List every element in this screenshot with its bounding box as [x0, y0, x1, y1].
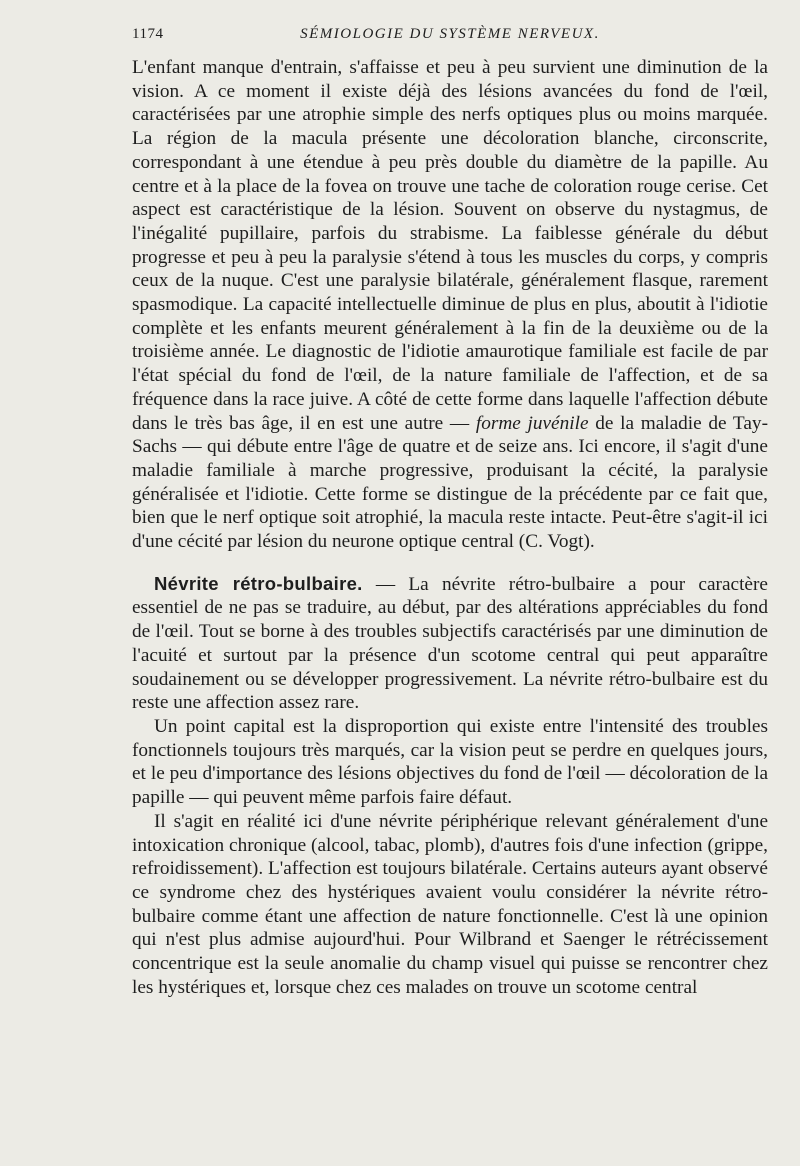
paragraph-disproportion: Un point capital est la disproportion qui existe entre l'intensité des troubles fonctionnels toujours très marqués, car la vision peut se perdre en quelques jours, et le peu d'importance des lésions objectives du fond de l'œil — décoloration de la papille — qui peuvent même parfois faire défaut. [132, 715, 768, 809]
page-number: 1174 [132, 26, 164, 42]
paragraph-retrobulbar-neuritis [132, 572, 768, 715]
paragraph-peripheral-neuritis: Il s'agit en réalité ici d'une névrite périphérique relevant généralement d'une intoxication chronique (alcool, tabac, plomb), d'autres fois d'une infection (grippe, refroidissement). L'affection est toujours bilatérale. Certains auteurs ayant observé ce syndrome chez des hystériques avaient voulu considérer la névrite rétro-bulbaire comme étant une affection de nature fonctionnelle. C'est là une opinion qui n'est plus admise aujourd'hui. Pour Wilbrand et Saenger le rétrécissement concentrique est la seule anomalie du champ visuel qui puisse se rencontrer chez les hystériques et, lorsque chez ces malades on trouve un scotome central [132, 810, 768, 998]
section-spacer [132, 554, 768, 572]
paragraph-amaurotic-idiocy [132, 56, 768, 554]
page-header [132, 26, 768, 56]
emphasis-forme-juvenile: forme juvénile [475, 412, 589, 434]
paragraph-text: L'enfant manque d'entrain, s'affaisse et peu à peu survient une diminution de la vision. A ce moment il existe déjà des lésions avancées du fond de l'œil, caractérisées par une atrophie simple des nerfs optiques plus ou moins marquée. La région de la macula présente une décoloration blanche, circonscrite, correspondant à une étendue à peu près double du diamètre de la papille. Au centre et à la place de la fovea on trouve une tache de coloration rouge cerise. Cet aspect est caractéristique de la lésion. Souvent on observe du nystagmus, de l'inégalité pupillaire, parfois du strabisme. La faiblesse générale du début progresse et peu à peu la paralysie s'étend à tous les muscles du corps, y compris ceux de la nuque. C'est une paralysie bilatérale, généralement flasque, rarement spasmodique. La capacité intellectuelle diminue de plus en plus, aboutit à l'idiotie complète et les enfants meurent généralement à la fin de la deuxième ou de la troisième année. Le diagnostic de l'idiotie amaurotique familiale est facile de par l'état spécial du fond de l'œil, de la nature familiale de l'affection, et de sa fréquence dans la race juive. A côté de cette forme dans laquelle l'affection débute dans le très bas âge, il en est une autre — [132, 57, 768, 434]
section-heading: Névrite rétro-bulbaire. [154, 572, 363, 594]
paragraph-text: de la maladie de Tay-Sachs — qui débute entre l'âge de quatre et de seize ans. Ici encore, il s'agit d'une maladie familiale à marche progressive, produisant la cécité, la paralysie généralisée et l'idiotie. Cette forme se distingue de la précédente par ce fait que, bien que le nerf optique soit atrophié, la macula reste intacte. Peut-être s'agit-il ici d'une cécité par lésion du neurone optique central (C. Vogt). [132, 412, 768, 553]
body-text [132, 56, 768, 999]
running-title: SÉMIOLOGIE DU SYSTÈME NERVEUX. [300, 26, 600, 42]
paragraph-text: — La névrite rétro-bulbaire a pour caractère essentiel de ne pas se traduire, au début, par des altérations appréciables du fond de l'œil. Tout se borne à des troubles subjectifs caractérisés par une diminution de l'acuité et surtout par la présence d'un scotome central qui peut apparaître soudainement ou se développer progressivement. La névrite rétro-bulbaire est du reste une affection assez rare. [132, 573, 768, 714]
